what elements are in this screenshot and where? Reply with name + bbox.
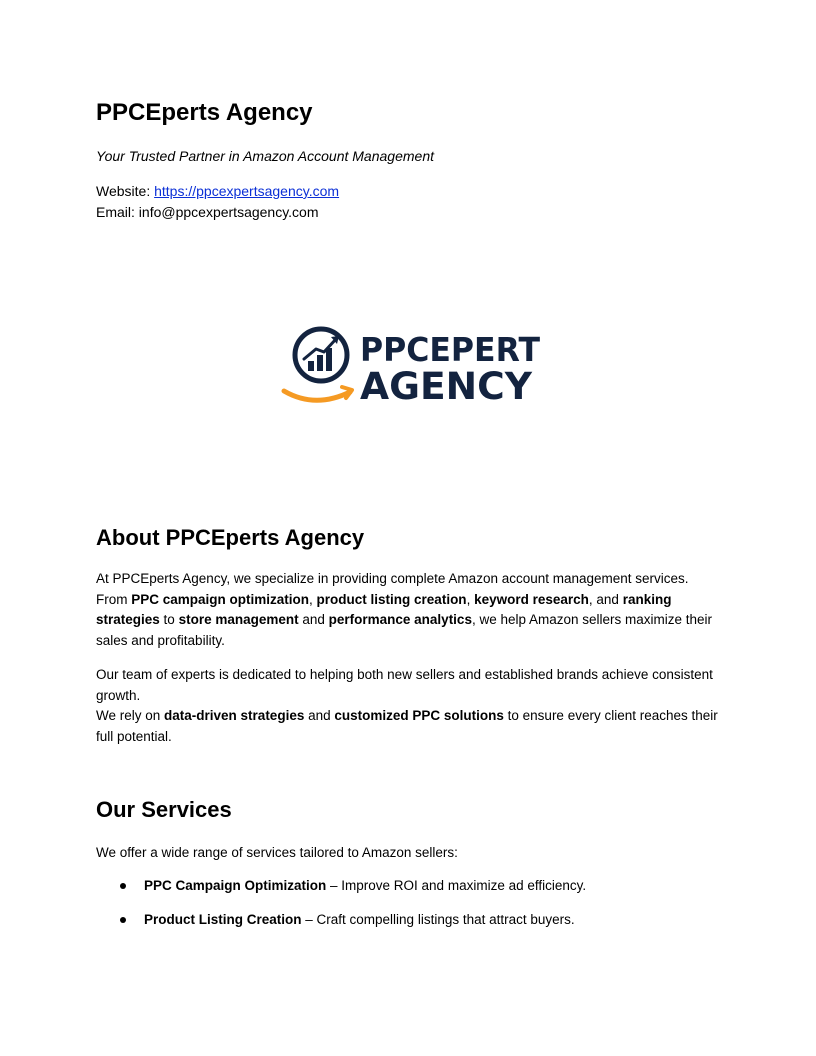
website-link[interactable]: https://ppcexpertsagency.com: [154, 183, 340, 199]
about-paragraph-2: Our team of experts is dedicated to helping both new sellers and established brands achieve consistent growth. We rely on data-driven strategies and customized PPC solutions to ensure every client reaches their full potential.: [96, 667, 718, 745]
bullet-icon: [120, 883, 126, 889]
website-label: Website:: [96, 183, 155, 199]
logo-wordmark-line2: AGENCY: [360, 365, 534, 408]
page-title: PPCEperts Agency: [96, 99, 313, 126]
services-list: [96, 876, 586, 930]
list-item: Product Listing Creation – Craft compelling listings that attract buyers.: [96, 910, 586, 930]
email-label: Email:: [96, 204, 139, 220]
about-paragraph-1: At PPCEperts Agency, we specialize in providing complete Amazon account management services. From PPC campaign optimization, product listing creation, keyword research, and ranking strategies to store management and performance analytics, we help Amazon sellers maximize their sales and profitability.: [96, 571, 713, 649]
tagline: Your Trusted Partner in Amazon Account Management: [96, 148, 434, 164]
about-heading: About PPCEperts Agency: [96, 525, 365, 550]
logo-emblem-icon: [284, 329, 352, 400]
bullet-icon: [120, 917, 126, 923]
services-intro: We offer a wide range of services tailored to Amazon sellers:: [96, 845, 458, 860]
contact-info: [96, 181, 339, 223]
logo-wordmark-line1: PPCEPERT: [360, 330, 541, 369]
email-address: info@ppcexpertsagency.com: [138, 204, 319, 220]
services-heading: Our Services: [96, 797, 232, 822]
list-item: PPC Campaign Optimization – Improve ROI and maximize ad efficiency.: [96, 876, 586, 896]
agency-logo: [280, 325, 550, 410]
